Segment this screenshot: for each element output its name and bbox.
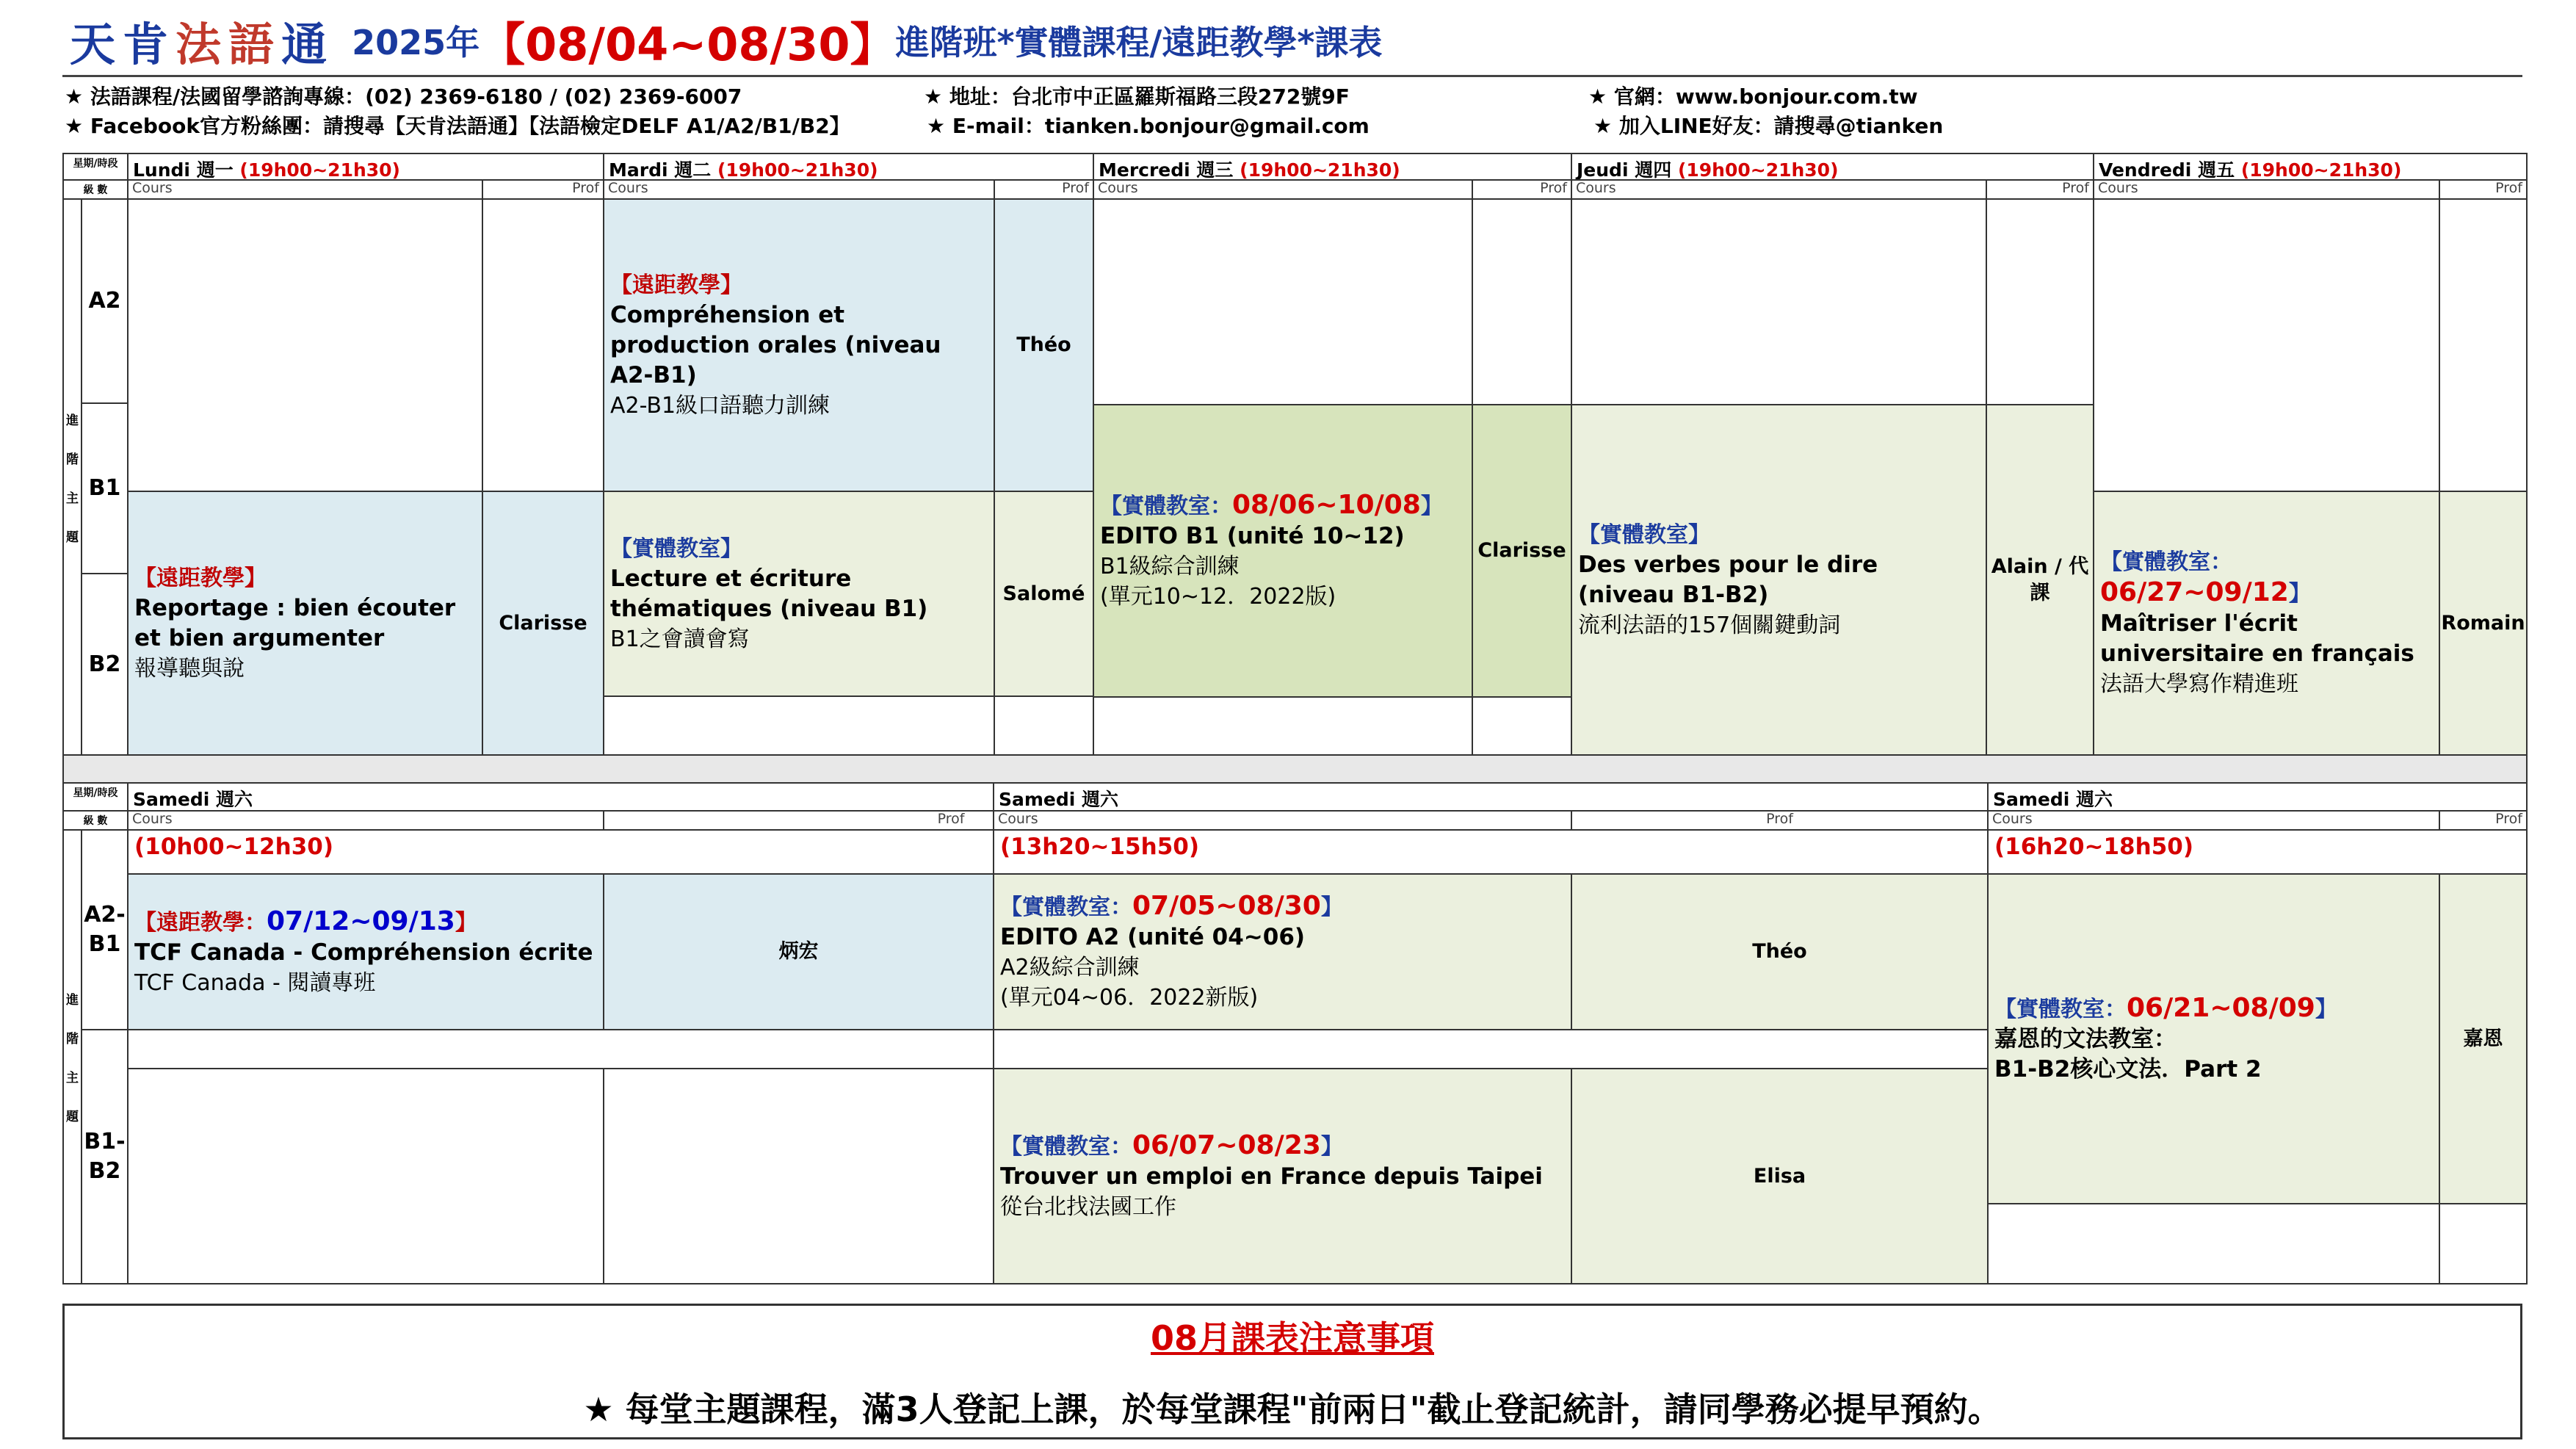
empty-cell bbox=[2093, 198, 2440, 492]
day-name: Vendredi 週五 bbox=[2099, 159, 2235, 181]
sub-cours: Cours bbox=[993, 810, 1572, 831]
course-tuesday-oral bbox=[603, 198, 995, 492]
course-dates: 06/27~09/12 bbox=[2100, 577, 2289, 607]
course-title-fr: Compréhension et production orales (niveau A2-B1) bbox=[610, 301, 941, 389]
prof-saturday-3: 嘉恩 bbox=[2439, 873, 2528, 1204]
course-tuesday-lecture bbox=[603, 491, 995, 697]
prof-saturday-2a: Théo bbox=[1571, 873, 1989, 1030]
course-title-fr: EDITO A2 (unité 04~06) bbox=[1000, 924, 1306, 950]
brand-logo bbox=[70, 8, 334, 73]
day-time: (19h00~21h30) bbox=[2240, 159, 2402, 181]
notice-box bbox=[62, 1304, 2522, 1439]
day-time: (19h00~21h30) bbox=[1677, 159, 1839, 181]
course-tag: 【實體教室： bbox=[1994, 997, 2127, 1022]
course-title-fr: Maîtriser l'écrit universitaire en français bbox=[2100, 610, 2414, 667]
day-header-saturday-1: Samedi 週六 bbox=[127, 782, 994, 812]
sub-prof: Prof bbox=[603, 810, 994, 831]
course-thursday-verbes bbox=[1571, 404, 1987, 756]
side-label-advanced bbox=[62, 829, 82, 1284]
sub-cours: Cours bbox=[2093, 179, 2440, 200]
day-header-saturday-3: Samedi 週六 bbox=[1987, 782, 2528, 812]
empty-cell bbox=[127, 198, 483, 492]
day-header-tuesday bbox=[603, 153, 1094, 181]
empty-cell bbox=[482, 198, 604, 492]
course-tag-end: 】 bbox=[2288, 581, 2311, 607]
brand-char: 法 bbox=[176, 17, 229, 71]
course-tag: 【實體教室】 bbox=[1578, 521, 1710, 548]
course-saturday-emploi bbox=[993, 1068, 1572, 1284]
course-tag: 【實體教室： bbox=[1100, 494, 1232, 519]
slot-time-2: (13h20~15h50) bbox=[993, 829, 1989, 875]
sub-prof: Prof bbox=[1571, 810, 1989, 831]
course-tag: 【實體教室： bbox=[1000, 1134, 1132, 1160]
course-title-fr: EDITO B1 (unité 10~12) bbox=[1100, 523, 1405, 549]
course-title-zh: 流利法語的157個關鍵動詞 bbox=[1578, 612, 1841, 638]
side-char: 進 bbox=[66, 993, 79, 1008]
course-title-zh: 法語大學寫作精進班 bbox=[2100, 671, 2298, 697]
day-name: Mercredi 週三 bbox=[1099, 159, 1234, 181]
day-name: Lundi 週一 bbox=[133, 159, 234, 181]
course-title-zh: A2級綜合訓練 bbox=[1000, 955, 1140, 980]
info-website: ★ 官網：www.bonjour.com.tw bbox=[1588, 84, 1918, 109]
level-b2: B2 bbox=[81, 573, 129, 756]
course-title-zh: TCF Canada - 閱讀專班 bbox=[134, 969, 376, 996]
prof-thursday: Alain / 代課 bbox=[1986, 404, 2094, 756]
level-b1-b2: B1-B2 bbox=[81, 1029, 129, 1284]
sub-prof: Prof bbox=[1986, 179, 2094, 200]
course-title-zh: 從台北找法國工作 bbox=[1000, 1194, 1176, 1220]
course-monday-reportage bbox=[127, 491, 483, 756]
info-phone: ★ 法語課程/法國留學諮詢專線：(02) 2369-6180 / (02) 2369-6007 bbox=[65, 84, 742, 109]
course-dates: 06/07~08/23 bbox=[1132, 1130, 1321, 1160]
course-title-fr: 嘉恩的文法教室： bbox=[1994, 1026, 2177, 1052]
sub-cours: Cours bbox=[1093, 179, 1473, 200]
prof-wednesday: Clarisse bbox=[1472, 404, 1572, 698]
course-tag: 【實體教室： bbox=[2100, 549, 2232, 575]
empty-cell bbox=[603, 695, 995, 756]
empty-cell bbox=[994, 695, 1094, 756]
course-tag: 【遠距教學】 bbox=[134, 565, 267, 591]
brand-char: 語 bbox=[228, 17, 282, 71]
sub-prof: Prof bbox=[1472, 179, 1572, 200]
empty-cell bbox=[1986, 198, 2094, 405]
course-tag-end: 】 bbox=[1320, 895, 1343, 920]
day-time: (19h00~21h30) bbox=[717, 159, 878, 181]
sub-cours: Cours bbox=[127, 810, 604, 831]
sub-cours: Cours bbox=[603, 179, 995, 200]
side-char: 主 bbox=[66, 1071, 79, 1085]
sub-cours: Cours bbox=[1987, 810, 2440, 831]
empty-cell bbox=[1571, 198, 1987, 405]
day-time: (19h00~21h30) bbox=[1240, 159, 1400, 181]
prof-tuesday-1: Théo bbox=[994, 198, 1094, 492]
corner-bottom: 級 數 bbox=[62, 179, 129, 200]
level-a2: A2 bbox=[81, 198, 129, 404]
day-header-friday bbox=[2093, 153, 2528, 181]
side-char: 題 bbox=[66, 530, 79, 545]
empty-cell bbox=[2439, 1203, 2528, 1284]
prof-tuesday-2: Salomé bbox=[994, 491, 1094, 697]
empty-cell bbox=[127, 1029, 994, 1069]
course-saturday-edito-a2 bbox=[993, 873, 1572, 1030]
empty-cell bbox=[1093, 198, 1473, 405]
brand-char: 肯 bbox=[123, 17, 176, 71]
course-title-fr: Reportage : bien écouter et bien argumenter bbox=[134, 594, 456, 651]
course-title-fr: Des verbes pour le dire (niveau B1-B2) bbox=[1578, 551, 1878, 608]
course-title-zh: B1級綜合訓練 bbox=[1100, 554, 1240, 579]
level-b1: B1 bbox=[81, 402, 129, 574]
brand-char: 天 bbox=[70, 17, 123, 71]
sub-prof: Prof bbox=[2439, 179, 2528, 200]
corner-top: 星期/時段 bbox=[62, 153, 129, 181]
info-address: ★ 地址：台北市中正區羅斯福路三段272號9F bbox=[924, 84, 1350, 109]
course-title-fr-2: B1-B2核心文法．Part 2 bbox=[1994, 1056, 2262, 1083]
info-line: ★ 加入LINE好友：請搜尋@tianken bbox=[1593, 114, 1944, 138]
empty-cell bbox=[127, 1068, 604, 1284]
day-header-saturday-2: Samedi 週六 bbox=[993, 782, 1989, 812]
side-char: 階 bbox=[66, 1032, 79, 1047]
empty-cell bbox=[2439, 198, 2528, 492]
course-saturday-grammar bbox=[1987, 873, 2440, 1204]
course-edition: (單元10~12．2022版) bbox=[1100, 584, 1336, 610]
prof-saturday-2b: Elisa bbox=[1571, 1068, 1989, 1284]
course-tag: 【遠距教學： bbox=[134, 909, 267, 936]
table-separator bbox=[62, 754, 2528, 784]
course-title-fr: TCF Canada - Compréhension écrite bbox=[134, 939, 593, 966]
side-label-advanced bbox=[62, 198, 82, 756]
side-char: 主 bbox=[66, 491, 79, 506]
empty-cell bbox=[1987, 1203, 2440, 1284]
course-dates: 08/06~10/08 bbox=[1232, 490, 1421, 520]
day-header-thursday bbox=[1571, 153, 2094, 181]
prof-saturday-1: 炳宏 bbox=[603, 873, 994, 1030]
corner-bottom: 級 數 bbox=[62, 810, 129, 831]
day-header-wednesday bbox=[1093, 153, 1572, 181]
title-row bbox=[70, 7, 1382, 73]
course-dates: 07/05~08/30 bbox=[1132, 891, 1321, 921]
day-name: Jeudi 週四 bbox=[1577, 159, 1672, 181]
corner-top: 星期/時段 bbox=[62, 782, 129, 812]
title-range: 【08/04~08/30】 bbox=[480, 17, 896, 71]
course-title-fr: Trouver un emploi en France depuis Taipei bbox=[1000, 1163, 1543, 1190]
sub-cours: Cours bbox=[1571, 179, 1987, 200]
empty-cell bbox=[603, 1068, 994, 1284]
notice-text: ★ 每堂主題課程，滿3人登記上課，於每堂課程"前兩日"截止登記統計，請同學務必提早預約。 bbox=[583, 1390, 2002, 1429]
day-time: (19h00~21h30) bbox=[239, 159, 400, 181]
empty-cell bbox=[1093, 696, 1473, 756]
title-year: 2025年 bbox=[352, 23, 480, 62]
info-facebook: ★ Facebook官方粉絲團：請搜尋【天肯法語通】【法語檢定DELF A1/A2/B1/B2】 bbox=[65, 114, 850, 138]
side-char: 題 bbox=[66, 1110, 79, 1124]
notice-title: 08月課表注意事項 bbox=[1150, 1318, 1434, 1358]
brand-char: 通 bbox=[281, 17, 335, 71]
sub-prof: Prof bbox=[994, 179, 1094, 200]
course-tag-end: 】 bbox=[1320, 1134, 1343, 1160]
course-tag: 【實體教室】 bbox=[610, 535, 742, 562]
info-email: ★ E-mail：tianken.bonjour@gmail.com bbox=[927, 114, 1370, 138]
prof-friday: Romain bbox=[2439, 491, 2528, 756]
empty-cell bbox=[993, 1029, 1989, 1069]
course-dates: 07/12~09/13 bbox=[267, 906, 455, 936]
slot-time-1: (10h00~12h30) bbox=[127, 829, 994, 875]
level-a2-b1: A2-B1 bbox=[81, 829, 129, 1030]
header-divider bbox=[62, 75, 2522, 77]
course-wednesday-edito-b1 bbox=[1093, 404, 1473, 698]
side-char: 進 bbox=[66, 413, 79, 428]
empty-cell bbox=[1472, 198, 1572, 405]
course-title-zh: 報導聽與說 bbox=[134, 655, 245, 682]
sub-prof: Prof bbox=[482, 179, 604, 200]
empty-cell bbox=[1472, 696, 1572, 756]
course-tag-end: 】 bbox=[1420, 494, 1443, 519]
course-tag-end: 】 bbox=[2315, 997, 2337, 1022]
course-dates: 06/21~08/09 bbox=[2127, 993, 2315, 1023]
day-header-monday bbox=[127, 153, 604, 181]
course-title-fr: Lecture et écriture thématiques (niveau B1) bbox=[610, 565, 928, 622]
course-title-zh: A2-B1級口語聽力訓練 bbox=[610, 392, 831, 419]
course-edition: (單元04~06．2022新版) bbox=[1000, 985, 1259, 1011]
day-name: Mardi 週二 bbox=[609, 159, 712, 181]
title-desc: 進階班*實體課程/遠距教學*課表 bbox=[895, 23, 1383, 62]
course-tag: 【遠距教學】 bbox=[610, 272, 742, 298]
course-friday-ecrit bbox=[2093, 491, 2440, 756]
slot-time-3: (16h20~18h50) bbox=[1987, 829, 2528, 875]
course-title-zh: B1之會讀會寫 bbox=[610, 626, 750, 652]
course-saturday-tcf bbox=[127, 873, 604, 1030]
side-char: 階 bbox=[66, 452, 79, 467]
course-tag-end: 】 bbox=[455, 909, 477, 936]
sub-prof: Prof bbox=[2439, 810, 2528, 831]
prof-monday: Clarisse bbox=[482, 491, 604, 756]
sub-cours: Cours bbox=[127, 179, 483, 200]
course-tag: 【實體教室： bbox=[1000, 895, 1132, 920]
